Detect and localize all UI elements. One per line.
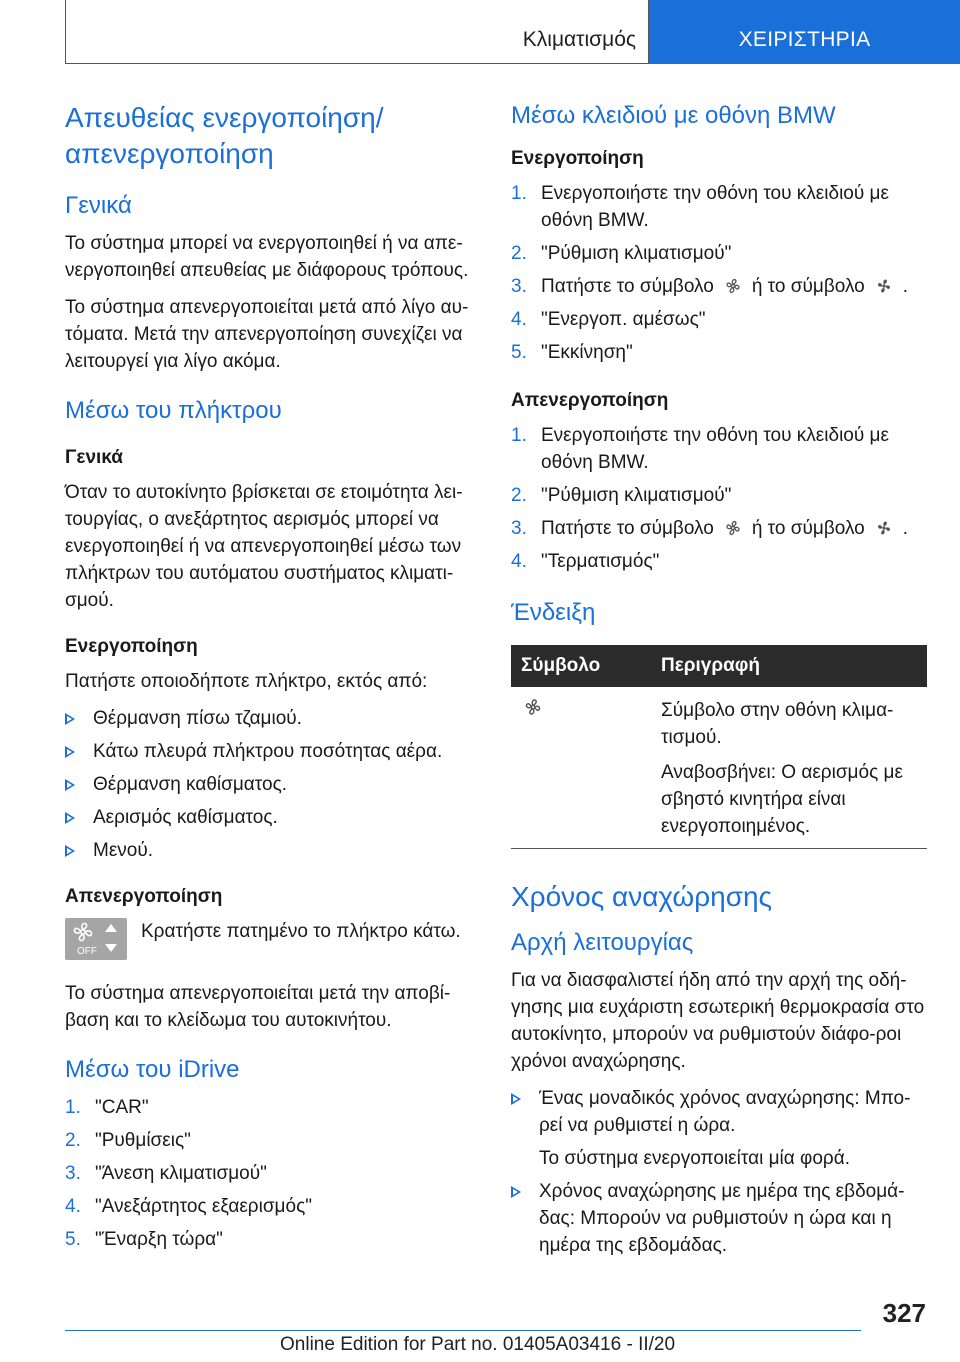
paragraph: Το σύστημα μπορεί να ενεργοποιηθεί ή να απε-νεργοποιηθεί απευθείας με διάφορους τρόπους. <box>65 233 469 281</box>
footer-divider <box>65 1330 861 1331</box>
subheading-activation: Ενεργοποίηση <box>65 636 198 657</box>
list-item: 3. Πατήστε το σύμβολο ή το σύμβολο . <box>511 276 909 297</box>
list-item: 3. Πατήστε το σύμβολο ή το σύμβολο . <box>511 518 909 539</box>
list-item: 1. Ενεργοποιήστε την οθόνη του κλειδιού με οθόνη BMW. <box>511 425 889 473</box>
list-item: Ένας μοναδικός χρόνος αναχώρησης: Μπο-ρεί να ρυθμιστεί η ώρα. Το σύστημα ενεργοποιείται μία φορά. <box>511 1085 927 1172</box>
list-item: Χρόνος αναχώρησης με ημέρα της εβδομά-δας: Μπορούν να ρυθμιστούν η ώρα και η ημέρα της εβδομάδας. <box>511 1178 927 1259</box>
triangle-bullet-icon <box>65 746 75 758</box>
list-item: Θέρμανση πίσω τζαμιού. <box>65 705 481 732</box>
section-title-departure-time: Χρόνος αναχώρησης <box>511 881 773 912</box>
list-item: Θέρμανση καθίσματος. <box>65 771 481 798</box>
table-header-row <box>511 645 927 687</box>
header-chapter-title: ΧΕΙΡΙΣΤΗΡΙΑ <box>738 28 871 51</box>
subheading-general: Γενικά <box>65 447 123 468</box>
list-item: 5. "Εκκίνηση" <box>511 342 633 363</box>
paragraph: Πατήστε οποιοδήποτε πλήκτρο, εκτός από: <box>65 671 428 692</box>
list-item: Αερισμός καθίσματος. <box>65 804 481 831</box>
list-item: 4. "Τερματισμός" <box>511 551 660 572</box>
heading-via-key: Μέσω κλειδιού με οθόνη BMW <box>511 102 836 129</box>
subheading-deactivation: Απενεργοποίηση <box>511 390 669 411</box>
heading-indication: Ένδειξη <box>511 599 596 626</box>
idrive-steps-list <box>65 1094 481 1253</box>
list-item: Μενού. <box>65 837 481 864</box>
header-section-box <box>65 0 649 64</box>
list-item: 2. "Ρύθμιση κλιματισμού" <box>511 243 732 264</box>
paragraph: Για να διασφαλιστεί ήδη από την αρχή της οδή-γησης μια ευχάριστη εσωτερική θερμοκρασία στο αυτοκίνητο, μπορούν να ρυθμιστούν διάφο-ροι χρόνοι αναχώρησης. <box>511 970 925 1072</box>
key-activation-steps <box>511 180 927 366</box>
fan-blinking-icon <box>873 519 895 537</box>
list-item: 2. "Ρυθμίσεις" <box>65 1130 191 1151</box>
fan-off-icon <box>65 918 127 960</box>
table-cell-description: Σύμβολο στην οθόνη κλιμα-τισμού. Αναβοσβήνει: Ο αερισμός με σβηστό κινητήρα είναι ενεργοποιημένος. <box>651 687 927 849</box>
key-deactivation-steps <box>511 422 927 575</box>
heading-via-idrive: Μέσω του iDrive <box>65 1056 240 1083</box>
fan-outline-icon <box>722 519 744 537</box>
header-section-title: Κλιματισμός <box>522 28 636 51</box>
fan-outline-icon <box>521 697 545 717</box>
table-row <box>511 687 927 849</box>
deactivation-instruction: Κρατήστε πατημένο το πλήκτρο κάτω. <box>141 921 461 942</box>
subheading-deactivation: Απενεργοποίηση <box>65 886 223 907</box>
triangle-bullet-icon <box>65 812 75 824</box>
header-chapter-tab <box>649 0 960 64</box>
paragraph: Όταν το αυτοκίνητο βρίσκεται σε ετοιμότητα λει-τουργίας, ο ανεξάρτητος αερισμός μπορεί να ενεργοποιηθεί ή να απενεργοποιηθεί μέσω των πλήκτρων του αυτόματου συστήματος κλιματι-σμού. <box>65 482 463 611</box>
triangle-bullet-icon <box>65 779 75 791</box>
subheading-activation: Ενεργοποίηση <box>511 148 644 169</box>
heading-via-button: Μέσω του πλήκτρου <box>65 397 282 424</box>
list-item: 4. "Ανεξάρτητος εξαερισμός" <box>65 1196 312 1217</box>
left-column <box>65 100 481 1265</box>
triangle-bullet-icon <box>65 845 75 857</box>
heading-principle: Αρχή λειτουργίας <box>511 929 694 956</box>
triangle-bullet-icon <box>511 1093 521 1105</box>
triangle-bullet-icon <box>511 1186 521 1198</box>
off-button-instruction <box>65 918 481 964</box>
right-column <box>511 100 927 1269</box>
activation-exceptions-list <box>65 705 481 864</box>
list-item: 2. "Ρύθμιση κλιματισμού" <box>511 485 732 506</box>
list-item: 1. "CAR" <box>65 1097 149 1118</box>
departure-options-list <box>511 1085 927 1259</box>
list-item: 3. "Άνεση κλιματισμού" <box>65 1163 267 1184</box>
heading-general: Γενικά <box>65 192 132 219</box>
page-number: 327 <box>882 1298 926 1328</box>
list-item: 5. "Έναρξη τώρα" <box>65 1229 223 1250</box>
symbol-table <box>511 645 927 849</box>
fan-off-button-image <box>65 918 127 960</box>
table-cell-symbol <box>511 687 651 849</box>
fan-outline-icon <box>722 277 744 295</box>
fan-blinking-icon <box>873 277 895 295</box>
list-item: 1. Ενεργοποιήστε την οθόνη του κλειδιού με οθόνη BMW. <box>511 183 889 231</box>
paragraph: Το σύστημα απενεργοποιείται μετά την αποβί-βαση και το κλείδωμα του αυτοκινήτου. <box>65 983 451 1031</box>
section-title-direct-activation: Απευθείας ενεργοποίηση/απενεργοποίηση <box>65 102 384 169</box>
list-item: Κάτω πλευρά πλήκτρου ποσότητας αέρα. <box>65 738 481 765</box>
paragraph: Το σύστημα απενεργοποιείται μετά από λίγο αυ-τόματα. Μετά την απενεργοποίηση συνεχίζει να λειτουργεί για λίγο ακόμα. <box>65 297 469 372</box>
footer-edition: Online Edition for Part no. 01405A03416 - II/20 <box>280 1334 676 1355</box>
table-header-symbol: Σύμβολο <box>511 645 651 687</box>
table-header-description: Περιγραφή <box>651 645 927 687</box>
svg-text:OFF: OFF <box>77 946 97 957</box>
list-item: 4. "Ενεργοπ. αμέσως" <box>511 309 706 330</box>
triangle-bullet-icon <box>65 713 75 725</box>
